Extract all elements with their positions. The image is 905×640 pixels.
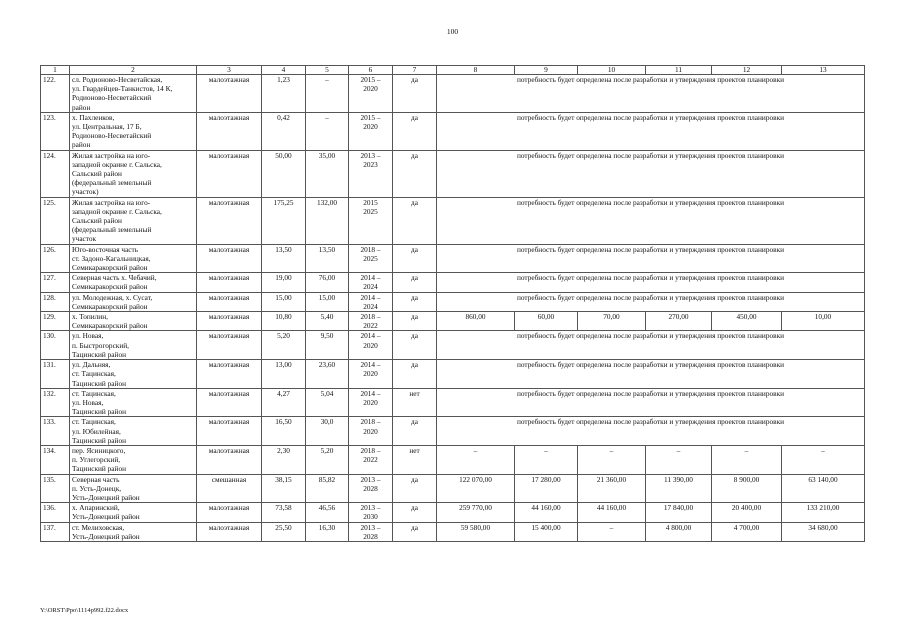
column-header: 10 (578, 66, 646, 75)
location-name-line: Семикаракорский район (72, 282, 148, 292)
requirement-note: потребность будет определена после разработки и утверждения проектов планировки (437, 244, 865, 273)
location-name-line: п. Углегорский, (72, 455, 121, 465)
location-name-line: Тацинский район (72, 378, 126, 388)
flag-cell: да (393, 197, 437, 244)
funding-value: – (782, 445, 865, 474)
column-header: 11 (646, 66, 712, 75)
location-name-line: Усть-Донецкий район (72, 492, 140, 502)
column-header: 12 (712, 66, 782, 75)
location-name-line: Семикаракорский район (72, 321, 148, 331)
funding-value: 17 280,00 (515, 474, 578, 503)
period (349, 474, 393, 503)
period-line: 2014 – (360, 273, 381, 283)
funding-value: 860,00 (437, 312, 515, 331)
column-header: 2 (70, 66, 197, 75)
building-type: смешанная (197, 474, 262, 503)
period-line: 2020 (363, 426, 378, 436)
housing-volume: 5,04 (306, 388, 349, 417)
funding-value: – (646, 445, 712, 474)
column-header: 4 (262, 66, 306, 75)
location-name-line: ул. Гвардейцев-Танкистов, 14 К, (72, 84, 173, 94)
location-name-line: Усть-Донецкий район (72, 531, 140, 541)
location-name (70, 522, 197, 541)
housing-volume: 13,50 (306, 244, 349, 273)
location-name (70, 273, 197, 292)
location-name-line: Родионово-Несветайский (72, 131, 152, 141)
location-name-line: х. Апаринский, (72, 503, 120, 513)
building-type: малоэтажная (197, 331, 262, 360)
table-row (41, 331, 865, 360)
funding-value: – (712, 445, 782, 474)
funding-value: 60,00 (515, 312, 578, 331)
building-type: малоэтажная (197, 360, 262, 389)
location-name (70, 292, 197, 311)
location-name-line: х. Пахленков, (72, 112, 115, 122)
funding-value: 133 210,00 (782, 503, 865, 522)
location-name-line: Сальский район (72, 216, 122, 226)
housing-volume: 46,56 (306, 503, 349, 522)
flag-cell: да (393, 292, 437, 311)
row-number: 129. (41, 312, 70, 331)
location-name (70, 503, 197, 522)
funding-value: 10,00 (782, 312, 865, 331)
period (349, 244, 393, 273)
funding-value: 4 700,00 (712, 522, 782, 541)
row-number: 126. (41, 244, 70, 273)
column-header: 7 (393, 66, 437, 75)
flag-cell: да (393, 474, 437, 503)
location-name (70, 417, 197, 446)
location-name-line: Тацинский район (72, 407, 126, 417)
row-number: 134. (41, 445, 70, 474)
building-type: малоэтажная (197, 388, 262, 417)
table-row (41, 273, 865, 292)
area-value: 0,42 (262, 112, 306, 150)
period-line: 2013 – (360, 522, 381, 532)
column-header: 6 (349, 66, 393, 75)
period-line: 2020 (363, 122, 378, 132)
row-number: 133. (41, 417, 70, 446)
location-name-line: ст. Тацинская, (72, 388, 116, 398)
column-header: 13 (782, 66, 865, 75)
location-name-line: ст. Тацинская, (72, 417, 116, 427)
period (349, 112, 393, 150)
period-line: 2024 (363, 301, 378, 311)
table-row (41, 474, 865, 503)
row-number: 132. (41, 388, 70, 417)
period-line: 2023 (363, 159, 378, 169)
funding-value: 44 160,00 (515, 503, 578, 522)
housing-volume: 30,0 (306, 417, 349, 446)
funding-value: 34 680,00 (782, 522, 865, 541)
period (349, 312, 393, 331)
period (349, 292, 393, 311)
location-name (70, 360, 197, 389)
location-name-line: Сальский район (72, 169, 122, 179)
requirement-note: потребность будет определена после разработки и утверждения проектов планировки (437, 292, 865, 311)
location-name-line: Юго-восточная часть (72, 244, 139, 254)
period (349, 150, 393, 197)
building-type: малоэтажная (197, 503, 262, 522)
period-line: 2014 – (360, 331, 381, 341)
period-line: 2020 (363, 397, 378, 407)
location-name (70, 312, 197, 331)
building-type: малоэтажная (197, 244, 262, 273)
funding-value: 63 140,00 (782, 474, 865, 503)
housing-volume: – (306, 112, 349, 150)
period (349, 197, 393, 244)
requirement-note: потребность будет определена после разработки и утверждения проектов планировки (437, 388, 865, 417)
row-number: 122. (41, 75, 70, 113)
period-line: 2025 (363, 206, 378, 216)
funding-value: 259 770,00 (437, 503, 515, 522)
funding-value: – (578, 445, 646, 474)
location-name-line: сл. Родионово-Несветайская, (72, 75, 163, 84)
period-line: 2013 – (360, 150, 381, 160)
area-value: 15,00 (262, 292, 306, 311)
period-line: 2013 – (360, 503, 381, 513)
location-name-line: (федеральный земельный (72, 178, 152, 188)
period (349, 445, 393, 474)
housing-volume: 85,82 (306, 474, 349, 503)
flag-cell: да (393, 75, 437, 113)
location-name-line: (федеральный земельный (72, 225, 152, 235)
funding-value: 8 900,00 (712, 474, 782, 503)
location-name (70, 244, 197, 273)
row-number: 136. (41, 503, 70, 522)
location-name-line: Родионово-Несветайский (72, 93, 152, 103)
column-header: 3 (197, 66, 262, 75)
period-line: 2018 – (360, 445, 381, 455)
location-name (70, 474, 197, 503)
location-name-line: Тацинский район (72, 349, 126, 359)
flag-cell: нет (393, 445, 437, 474)
housing-volume: 16,30 (306, 522, 349, 541)
period-line: 2018 – (360, 312, 381, 322)
period (349, 503, 393, 522)
period-line: 2015 – (360, 112, 381, 122)
file-path-footer: Y:\ORST\Ppo\1114p992.f22.docx (40, 607, 129, 614)
period-line: 2022 (363, 455, 378, 465)
area-value: 2,30 (262, 445, 306, 474)
flag-cell: да (393, 503, 437, 522)
housing-table (40, 65, 865, 542)
area-value: 4,27 (262, 388, 306, 417)
period-line: 2028 (363, 483, 378, 493)
table-row (41, 197, 865, 244)
requirement-note: потребность будет определена после разработки и утверждения проектов планировки (437, 75, 865, 113)
period-line: 2014 – (360, 292, 381, 302)
flag-cell: да (393, 417, 437, 446)
location-name (70, 388, 197, 417)
area-value: 13,00 (262, 360, 306, 389)
area-value: 50,00 (262, 150, 306, 197)
area-value: 10,80 (262, 312, 306, 331)
funding-value: 44 160,00 (578, 503, 646, 522)
building-type: малоэтажная (197, 417, 262, 446)
location-name (70, 331, 197, 360)
housing-volume: – (306, 75, 349, 113)
building-type: малоэтажная (197, 197, 262, 244)
row-number: 123. (41, 112, 70, 150)
area-value: 13,50 (262, 244, 306, 273)
requirement-note: потребность будет определена после разработки и утверждения проектов планировки (437, 417, 865, 446)
housing-volume: 132,00 (306, 197, 349, 244)
flag-cell: да (393, 273, 437, 292)
building-type: малоэтажная (197, 445, 262, 474)
table-row (41, 150, 865, 197)
funding-value: 11 390,00 (646, 474, 712, 503)
housing-volume: 76,00 (306, 273, 349, 292)
location-name-line: х. Топилин, (72, 312, 108, 322)
flag-cell: нет (393, 388, 437, 417)
column-header: 5 (306, 66, 349, 75)
period-line: 2014 – (360, 360, 381, 370)
table-row (41, 417, 865, 446)
row-number: 137. (41, 522, 70, 541)
table-row (41, 312, 865, 331)
table-row (41, 292, 865, 311)
flag-cell: да (393, 150, 437, 197)
funding-value: 20 400,00 (712, 503, 782, 522)
period (349, 522, 393, 541)
header-row (41, 66, 865, 75)
location-name-line: ул. Центральная, 17 Б, (72, 122, 142, 132)
location-name-line: Усть-Донецкий район (72, 512, 140, 522)
location-name-line: Северная часть х. Чебачий, (72, 273, 157, 283)
requirement-note: потребность будет определена после разработки и утверждения проектов планировки (437, 331, 865, 360)
location-name-line: ул. Молодежная, х. Сусат, (72, 292, 153, 302)
area-value: 1,23 (262, 75, 306, 113)
location-name-line: Семикаракорский район (72, 301, 148, 311)
period-line: 2014 – (360, 388, 381, 398)
location-name-line: п. Усть-Донецк, (72, 483, 122, 493)
location-name (70, 150, 197, 197)
period (349, 331, 393, 360)
period (349, 388, 393, 417)
table-row (41, 75, 865, 113)
location-name-line: западной окраине г. Сальска, (72, 206, 162, 216)
building-type: малоэтажная (197, 522, 262, 541)
row-number: 128. (41, 292, 70, 311)
period-line: 2024 (363, 282, 378, 292)
flag-cell: да (393, 360, 437, 389)
location-name-line: участок) (72, 187, 99, 197)
flag-cell: да (393, 244, 437, 273)
building-type: малоэтажная (197, 273, 262, 292)
housing-volume: 5,40 (306, 312, 349, 331)
funding-value: 122 070,00 (437, 474, 515, 503)
funding-value: 450,00 (712, 312, 782, 331)
table-row (41, 360, 865, 389)
funding-value: 4 800,00 (646, 522, 712, 541)
funding-value: – (437, 445, 515, 474)
flag-cell: да (393, 331, 437, 360)
location-name (70, 445, 197, 474)
period-line: 2020 (363, 369, 378, 379)
funding-value: 270,00 (646, 312, 712, 331)
requirement-note: потребность будет определена после разработки и утверждения проектов планировки (437, 112, 865, 150)
location-name-line: пер. Ясиницкого, (72, 445, 126, 455)
row-number: 124. (41, 150, 70, 197)
period-line: 2030 (363, 512, 378, 522)
page-number: 100 (446, 27, 459, 36)
period-line: 2018 – (360, 244, 381, 254)
location-name-line: ул. Дальняя, (72, 360, 111, 370)
period (349, 75, 393, 113)
period-line: 2018 – (360, 417, 381, 427)
row-number: 131. (41, 360, 70, 389)
location-name-line: район (72, 102, 91, 112)
location-name-line: Семикаракорский район (72, 263, 148, 273)
building-type: малоэтажная (197, 75, 262, 113)
period-line: 2015 – (360, 75, 381, 84)
location-name-line: ст. Тацинская, (72, 369, 116, 379)
building-type: малоэтажная (197, 292, 262, 311)
requirement-note: потребность будет определена после разработки и утверждения проектов планировки (437, 150, 865, 197)
funding-value: 17 840,00 (646, 503, 712, 522)
period (349, 417, 393, 446)
row-number: 127. (41, 273, 70, 292)
housing-volume: 15,00 (306, 292, 349, 311)
housing-volume: 23,60 (306, 360, 349, 389)
period (349, 273, 393, 292)
housing-volume: 5,20 (306, 445, 349, 474)
period-line: 2020 (363, 340, 378, 350)
location-name-line: Северная часть (72, 474, 120, 484)
location-name-line: ул. Новая, (72, 397, 104, 407)
column-header: 8 (437, 66, 515, 75)
area-value: 175,25 (262, 197, 306, 244)
table-row (41, 388, 865, 417)
location-name (70, 75, 197, 113)
period-line: 2015 (363, 197, 378, 207)
period-line: 2013 – (360, 474, 381, 484)
funding-value: – (578, 522, 646, 541)
location-name-line: район (72, 140, 91, 150)
area-value: 19,00 (262, 273, 306, 292)
location-name (70, 197, 197, 244)
location-name-line: ст. Мелиховская, (72, 522, 125, 532)
location-name-line: Тацинский район (72, 464, 126, 474)
flag-cell: да (393, 522, 437, 541)
building-type: малоэтажная (197, 312, 262, 331)
building-type: малоэтажная (197, 150, 262, 197)
row-number: 135. (41, 474, 70, 503)
location-name-line: п. Быстрогорский, (72, 340, 129, 350)
housing-volume: 9,50 (306, 331, 349, 360)
row-number: 130. (41, 331, 70, 360)
table-row (41, 503, 865, 522)
location-name-line: участок (72, 234, 97, 244)
period-line: 2028 (363, 531, 378, 541)
column-header: 9 (515, 66, 578, 75)
location-name-line: ул. Новая, (72, 331, 104, 341)
location-name-line: западной окраине г. Сальска, (72, 159, 162, 169)
area-value: 16,50 (262, 417, 306, 446)
period-line: 2022 (363, 321, 378, 331)
period (349, 360, 393, 389)
requirement-note: потребность будет определена после разработки и утверждения проектов планировки (437, 273, 865, 292)
row-number: 125. (41, 197, 70, 244)
flag-cell: да (393, 112, 437, 150)
housing-volume: 35,00 (306, 150, 349, 197)
table-row (41, 445, 865, 474)
area-value: 73,58 (262, 503, 306, 522)
location-name-line: Тацинский район (72, 435, 126, 445)
location-name-line: Жилая застройка на юго- (72, 150, 151, 160)
table-row (41, 522, 865, 541)
funding-value: 70,00 (578, 312, 646, 331)
funding-value: – (515, 445, 578, 474)
table-row (41, 244, 865, 273)
area-value: 38,15 (262, 474, 306, 503)
funding-value: 15 400,00 (515, 522, 578, 541)
location-name-line: ст. Задоно-Кагальницкая, (72, 253, 151, 263)
requirement-note: потребность будет определена после разработки и утверждения проектов планировки (437, 197, 865, 244)
column-header: 1 (41, 66, 70, 75)
building-type: малоэтажная (197, 112, 262, 150)
funding-value: 59 580,00 (437, 522, 515, 541)
location-name-line: Жилая застройка на юго- (72, 197, 151, 207)
location-name (70, 112, 197, 150)
requirement-note: потребность будет определена после разработки и утверждения проектов планировки (437, 360, 865, 389)
funding-value: 21 360,00 (578, 474, 646, 503)
period-line: 2020 (363, 84, 378, 94)
area-value: 25,50 (262, 522, 306, 541)
location-name-line: ул. Юбилейная, (72, 426, 121, 436)
area-value: 5,20 (262, 331, 306, 360)
table-row (41, 112, 865, 150)
period-line: 2025 (363, 253, 378, 263)
flag-cell: да (393, 312, 437, 331)
